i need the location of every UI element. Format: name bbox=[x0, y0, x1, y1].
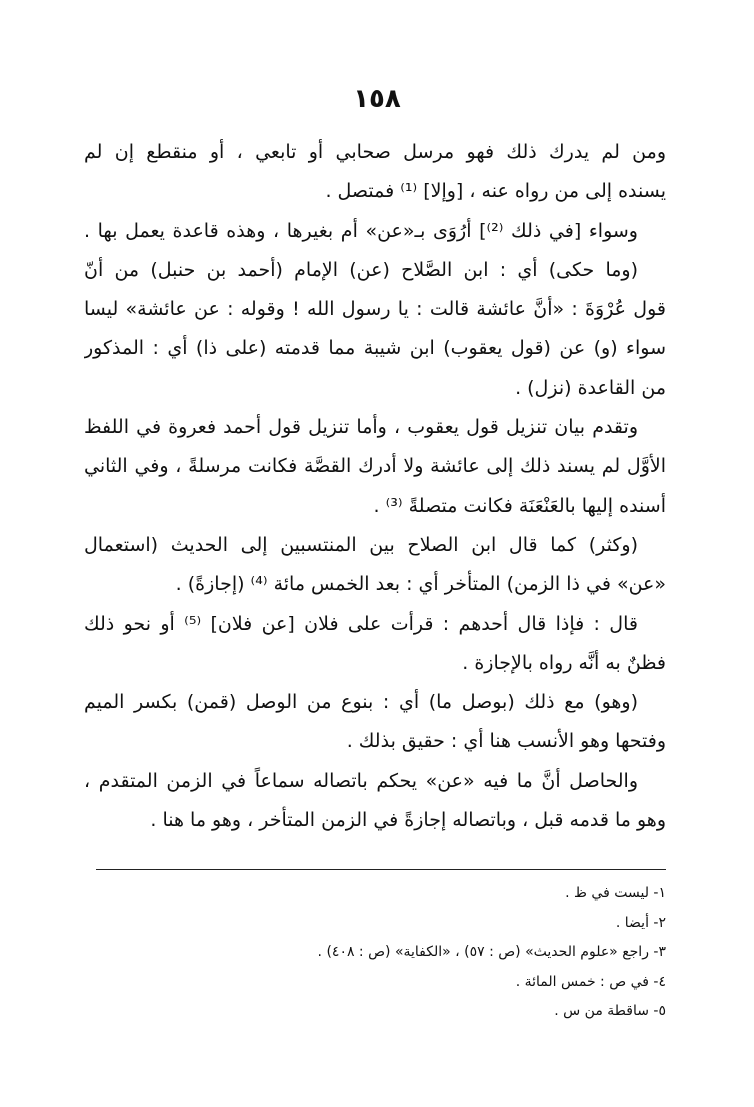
text-line: قال : فإذا قال أحدهم : قرأت على فلان [عن فلان] ⁽⁵⁾ أو نحو ذلك bbox=[84, 612, 638, 635]
footnote-divider bbox=[96, 869, 666, 870]
text-line: (وكثر) كما قال ابن الصلاح بين المنتسبين إلى الحديث (استعمال bbox=[84, 533, 638, 556]
text-line: من القاعدة (نزل) . bbox=[515, 376, 666, 399]
text-line: وفتحها وهو الأنسب هنا أي : حقيق بذلك . bbox=[346, 730, 666, 753]
text-line: يسنده إلى من رواه عنه ، [وإلا] ⁽¹⁾ فمتصل . bbox=[325, 180, 666, 203]
text-line: سواء (و) عن (قول يعقوب) ابن شيبة مما قدمته (على ذا) أي : المذكور bbox=[84, 337, 666, 360]
footnote-3: ٣- راجع «علوم الحديث» (ص : ٥٧) ، «الكفاية» (ص : ٤٠٨) . bbox=[317, 944, 666, 960]
text-line: قول عُرْوَةَ : «أنَّ عائشة قالت : يا رسول الله ! وقوله : عن عائشة» ليسا bbox=[84, 298, 666, 321]
text-line: «عن» في ذا الزمن) المتأخر أي : بعد الخمس مائة ⁽⁴⁾ (إجازةً) . bbox=[175, 573, 666, 596]
text-line: وهو ما قدمه قبل ، وباتصاله إجازةً في الزمن المتأخر ، وهو ما هنا . bbox=[150, 809, 666, 832]
text-line: فظنٌ به أنَّه رواه بالإجازة . bbox=[462, 651, 666, 674]
text-line: وتقدم بيان تنزيل قول يعقوب ، وأما تنزيل قول أحمد فعروة في اللفظ bbox=[84, 416, 638, 439]
text-line: وسواء [في ذلك ⁽²⁾] أرُوَى بـ«عن» أم بغيرها ، وهذه قاعدة يعمل بها . bbox=[84, 219, 638, 242]
footnote-2: ٢- أيضا . bbox=[615, 914, 666, 931]
footnote-5: ٥- ساقطة من س . bbox=[554, 1003, 666, 1019]
page-number: ١٥٨ bbox=[353, 84, 401, 114]
text-line: (وهو) مع ذلك (بوصل ما) أي : بنوع من الوصل (قمن) بكسر الميم bbox=[84, 691, 638, 714]
text-line: أسنده إليها بالعَنْعَنَة فكانت متصلةً ⁽³⁾ . bbox=[373, 494, 666, 517]
footnotes bbox=[270, 879, 666, 1027]
text-line: ومن لم يدرك ذلك فهو مرسل صحابي أو تابعي ، أو منقطع إن لم bbox=[84, 141, 666, 163]
footnote-4: ٤- في ص : خمس المائة . bbox=[515, 973, 666, 990]
text-line: والحاصل أنَّ ما فيه «عن» يحكم باتصاله سماعاً في الزمن المتقدم ، bbox=[84, 769, 638, 792]
text-line: الأوَّل لم يسند ذلك إلى عائشة ولا أدرك القصَّة فكانت مرسلةً ، وفي الثاني bbox=[84, 455, 666, 478]
text-line: (وما حكى) أي : ابن الصَّلاح (عن) الإمام (أحمد بن حنبل) من أنّ bbox=[84, 258, 638, 281]
footnote-1: ١- ليست في ظ . bbox=[565, 885, 666, 901]
main-text bbox=[84, 133, 666, 840]
